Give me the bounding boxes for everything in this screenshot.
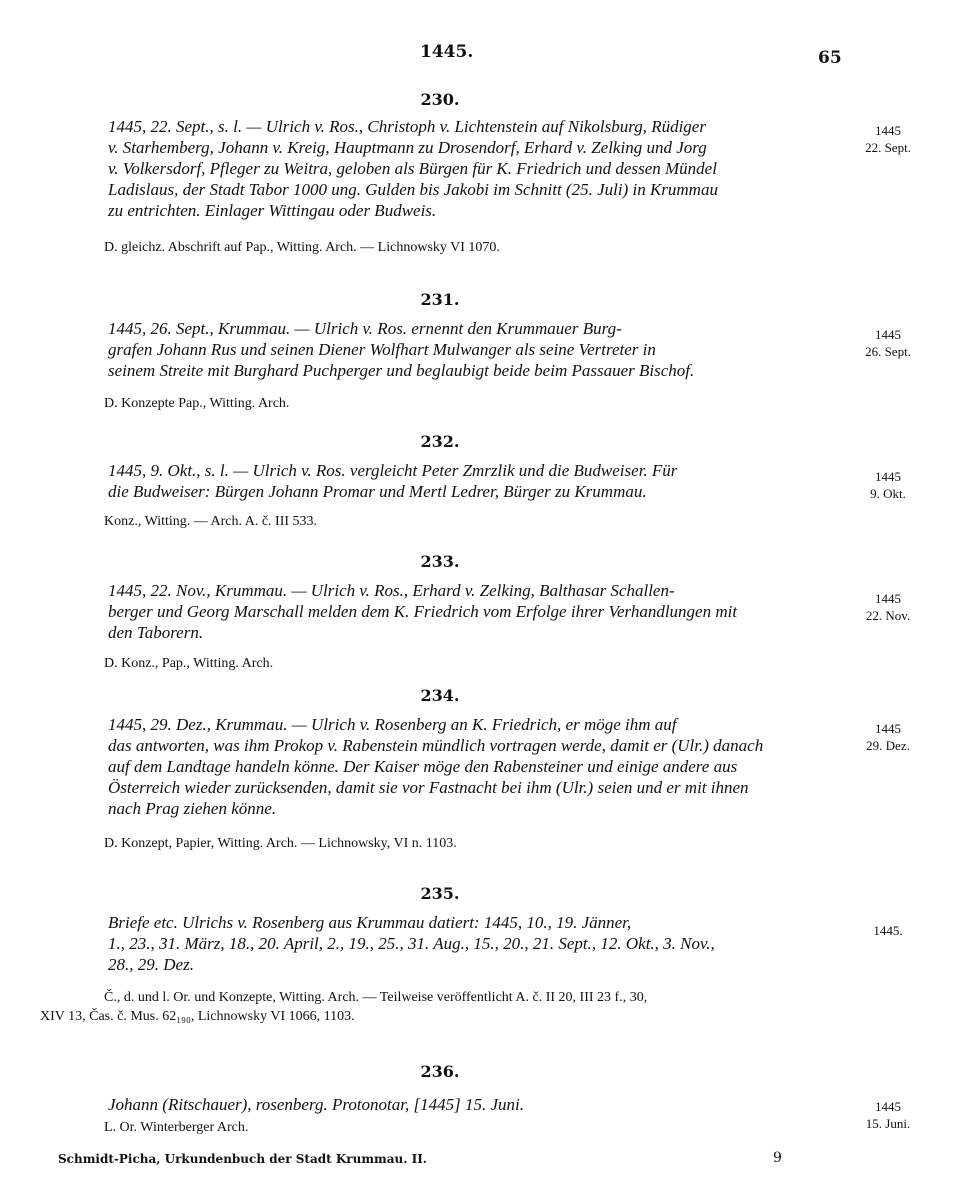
footer-book-title: Schmidt-Picha, Urkundenbuch der Stadt Krummau. II. <box>58 1152 427 1166</box>
running-head-year: 1445. <box>420 42 474 62</box>
entry-232-number: 232. <box>420 432 460 451</box>
entry-230-text: 1445, 22. Sept., s. l. — Ulrich v. Ros., Christoph v. Lichtenstein auf Nikolsburg, Rüdiger v. Starhemberg, Johann v. Kreig, Hauptmann zu Drosendorf, Erhard v. Zelking und Jorg v. Volkersdorf, Pfleger zu Weitra, geloben als Bürgen für K. Friedrich und dessen Mündel Ladislaus, der Stadt Tabor 1000 ung. Gulden bis Jakobi im Schnitt (25. Juli) in Krummau zu entrichten. Einlager Wittingau oder Budweis. <box>108 117 718 220</box>
entry-236-source: L. Or. Winterberger Arch. <box>104 1120 249 1135</box>
entry-230-margin-date: 1445 22. Sept. <box>865 123 911 155</box>
entry-231-text: 1445, 26. Sept., Krummau. — Ulrich v. Ros. ernennt den Krummauer Burg- grafen Johann Rus und seinen Diener Wolfhart Mulwanger als seine Vertreter in seinem Streite mit Burghard Puchperger und beglaubigt beide beim Passauer Bischof. <box>108 319 695 380</box>
entry-232-margin-date: 1445 9. Okt. <box>870 469 906 501</box>
page-number: 65 <box>818 48 842 68</box>
entry-236-number: 236. <box>420 1062 460 1081</box>
entry-234-margin-date: 1445 29. Dez. <box>866 721 910 753</box>
entry-231-source: D. Konzepte Pap., Witting. Arch. <box>104 396 290 411</box>
entry-230-source: D. gleichz. Abschrift auf Pap., Witting. Arch. — Lichnowsky VI 1070. <box>104 240 500 255</box>
entry-236-margin-date: 1445 15. Juni. <box>865 1099 911 1131</box>
entry-235-number: 235. <box>420 884 460 903</box>
entry-235-margin-date: 1445. <box>873 923 903 938</box>
entry-234-number: 234. <box>420 686 460 705</box>
entry-231-number: 231. <box>420 290 460 309</box>
footer-signature: 9 <box>773 1150 782 1166</box>
entry-231-margin-date: 1445 26. Sept. <box>865 327 911 359</box>
entry-233-source: D. Konz., Pap., Witting. Arch. <box>104 656 274 671</box>
entry-233-number: 233. <box>420 552 460 571</box>
entry-232-source: Konz., Witting. — Arch. A. č. III 533. <box>104 514 318 529</box>
entry-233-margin-date: 1445 22. Nov. <box>865 591 911 623</box>
entry-235-text: Briefe etc. Ulrichs v. Rosenberg aus Krummau datiert: 1445, 10., 19. Jänner, 1., 23., 31. März, 18., 20. April, 2., 19., 25., 31. Aug., 15., 20., 21. Sept., 12. Okt., 3. Nov., 28., 29. Dez. <box>108 913 715 974</box>
entry-235-source: Č., d. und l. Or. und Konzepte, Witting. Arch. — Teilweise veröffentlicht A. č. II 20, III 23 f., 30, XIV 13, Čas. č. Mus. 62₁₉₀, Lichnowsky VI 1066, 1103. <box>40 990 648 1024</box>
entry-234-text: 1445, 29. Dez., Krummau. — Ulrich v. Rosenberg an K. Friedrich, er möge ihm auf das antworten, was ihm Prokop v. Rabenstein mündlich vortragen werde, damit er (Ulr.) danach auf dem Landtage handeln könne. Der Kaiser möge den Rabensteiner und einige andere aus Österreich wieder zurücksenden, damit sie vor Fastnacht bei ihm (Ulr.) seien und er mit ihnen nach Prag ziehen könne. <box>108 715 764 818</box>
entry-232-text: 1445, 9. Okt., s. l. — Ulrich v. Ros. vergleicht Peter Zmrzlik und die Budweiser. Für die Budweiser: Bürgen Johann Promar und Mertl Ledrer, Bürger zu Krummau. <box>108 461 678 501</box>
entry-234-source: D. Konzept, Papier, Witting. Arch. — Lichnowsky, VI n. 1103. <box>104 836 457 851</box>
entry-236-text: Johann (Ritschauer), rosenberg. Protonotar, [1445] 15. Juni. <box>108 1095 524 1114</box>
entry-233-text: 1445, 22. Nov., Krummau. — Ulrich v. Ros., Erhard v. Zelking, Balthasar Schallen- berger und Georg Marschall melden dem K. Friedrich vom Erfolge ihrer Verhandlungen mit den Taborern. <box>108 581 738 642</box>
entry-230-number: 230. <box>420 90 460 109</box>
